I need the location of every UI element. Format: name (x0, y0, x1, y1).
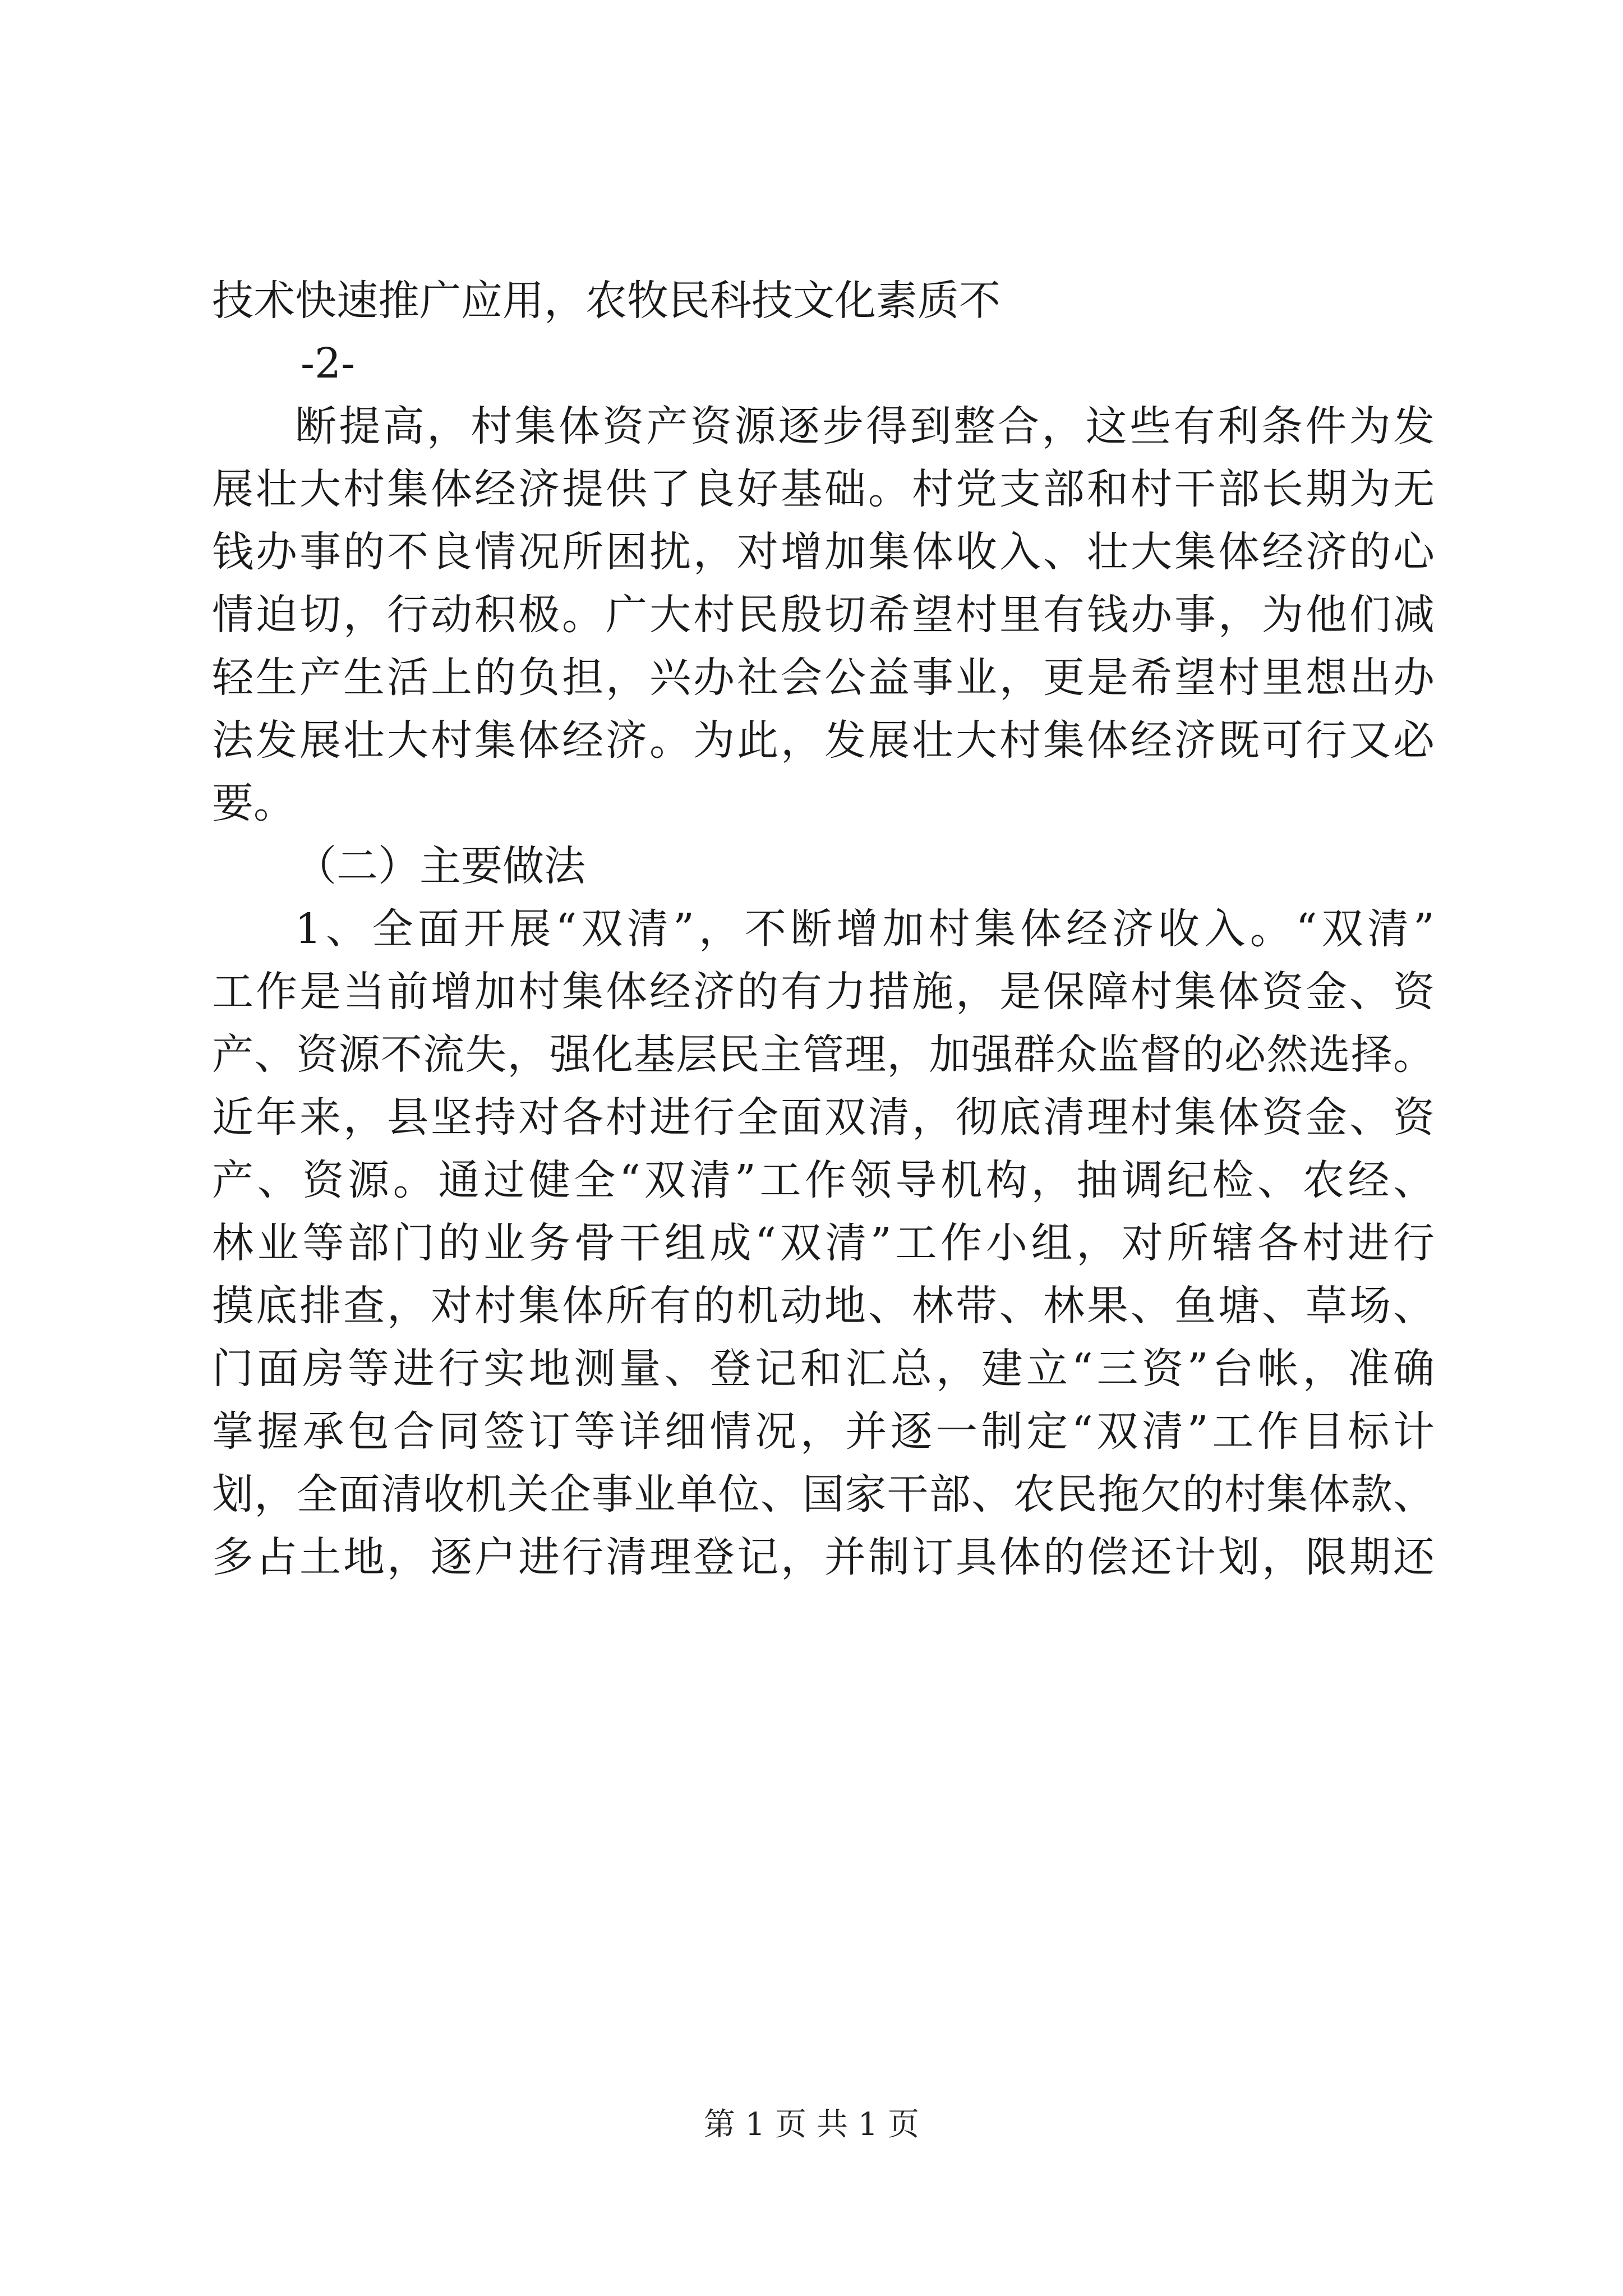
text-line: 门面房等进行实地测量、登记和汇总，建立“三资”台帐，准确 (212, 1345, 1435, 1393)
document-body (212, 269, 1435, 1589)
text-line: 林业等部门的业务骨干组成“双清”工作小组，对所辖各村进行 (212, 1219, 1435, 1267)
page-number-marker: -2- (301, 339, 356, 388)
text-line: 工作是当前增加村集体经济的有力措施，是保障村集体资金、资 (212, 968, 1435, 1016)
text-line: 划，全面清收机关企事业单位、国家干部、农民拖欠的村集体款、 (212, 1470, 1435, 1519)
text-line: 要。 (212, 779, 295, 827)
text-line: 掌握承包合同签订等详细情况，并逐一制定“双清”工作目标计 (212, 1407, 1435, 1456)
text-line: 展壮大村集体经济提供了良好基础。村党支部和村干部长期为无 (212, 465, 1435, 513)
text-line: 多占土地，逐户进行清理登记，并制订具体的偿还计划，限期还 (212, 1533, 1435, 1581)
text-line: 近年来，县坚持对各村进行全面双清，彻底清理村集体资金、资 (212, 1093, 1435, 1142)
text-line: 法发展壮大村集体经济。为此，发展壮大村集体经济既可行又必 (212, 716, 1435, 765)
text-line: 摸底排查，对村集体所有的机动地、林带、林果、鱼塘、草场、 (212, 1282, 1435, 1330)
page-footer (0, 2102, 1623, 2147)
section-heading: （二）主要做法 (295, 842, 585, 890)
text-line: 产、资源不流失，强化基层民主管理，加强群众监督的必然选择。 (212, 1030, 1435, 1079)
page-count-label: 第 1 页 共 1 页 (703, 2106, 920, 2143)
text-line: 钱办事的不良情况所困扰，对增加集体收入、壮大集体经济的心 (212, 528, 1435, 576)
text-line: 情迫切，行动积极。广大村民殷切希望村里有钱办事，为他们减 (212, 591, 1435, 639)
paragraph-start-line: 1、全面开展“双清”，不断增加村集体经济收入。“双清” (295, 905, 1435, 953)
text-line: 技术快速推广应用，农牧民科技文化素质不 (212, 277, 1000, 325)
paragraph-start-line: 断提高，村集体资产资源逐步得到整合，这些有利条件为发 (295, 402, 1435, 450)
text-line: 轻生产生活上的负担，兴办社会公益事业，更是希望村里想出办 (212, 654, 1435, 702)
text-line: 产、资源。通过健全“双清”工作领导机构，抽调纪检、农经、 (212, 1156, 1435, 1204)
